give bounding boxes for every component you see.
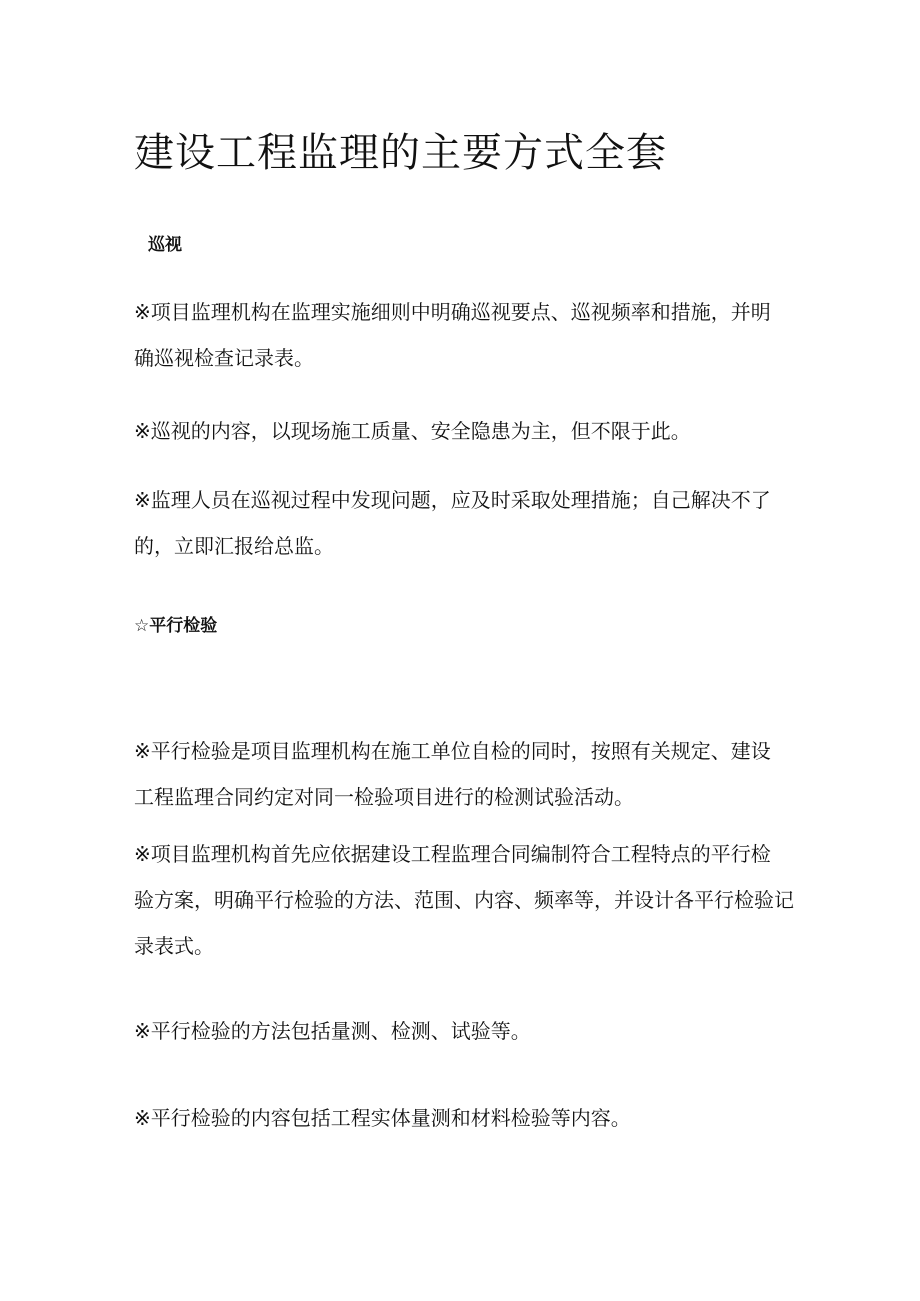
paragraph-line: ※平行检验的方法包括量测、检测、试验等。 xyxy=(134,1019,531,1043)
paragraph-line: ※监理人员在巡视过程中发现问题，应及时采取处理措施；自己解决不了 xyxy=(134,488,771,512)
paragraph-line: 的，立即汇报给总监。 xyxy=(134,534,334,558)
paragraph-parallel-content xyxy=(134,1095,794,1141)
paragraph-line: 验方案，明确平行检验的方法、范围、内容、频率等，并设计各平行检验记 xyxy=(134,888,794,912)
paragraph-line: ※巡视的内容，以现场施工质量、安全隐患为主，但不限于此。 xyxy=(134,419,691,443)
paragraph-line: ※平行检验的内容包括工程实体量测和材料检验等内容。 xyxy=(134,1106,631,1130)
paragraph-inspection-points xyxy=(134,289,794,381)
paragraph-line: ※平行检验是项目监理机构在施工单位自检的同时，按照有关规定、建设 xyxy=(134,739,771,763)
paragraph-inspection-issues xyxy=(134,477,794,569)
paragraph-parallel-definition xyxy=(134,728,794,820)
section-heading-parallel-testing: ☆平行检验 xyxy=(134,616,218,636)
paragraph-line: 确巡视检查记录表。 xyxy=(134,346,314,370)
paragraph-line: ※项目监理机构在监理实施细则中明确巡视要点、巡视频率和措施，并明 xyxy=(134,300,771,324)
paragraph-line: 录表式。 xyxy=(134,934,214,958)
paragraph-inspection-content xyxy=(134,408,794,454)
section-heading-inspection: 巡视 xyxy=(148,235,182,255)
paragraph-parallel-methods xyxy=(134,1008,794,1054)
paragraph-line: 工程监理合同约定对同一检验项目进行的检测试验活动。 xyxy=(134,785,634,809)
paragraph-line: ※项目监理机构首先应依据建设工程监理合同编制符合工程特点的平行检 xyxy=(134,842,771,866)
paragraph-parallel-plan xyxy=(134,831,794,969)
document-title: 建设工程监理的主要方式全套 xyxy=(134,130,667,176)
